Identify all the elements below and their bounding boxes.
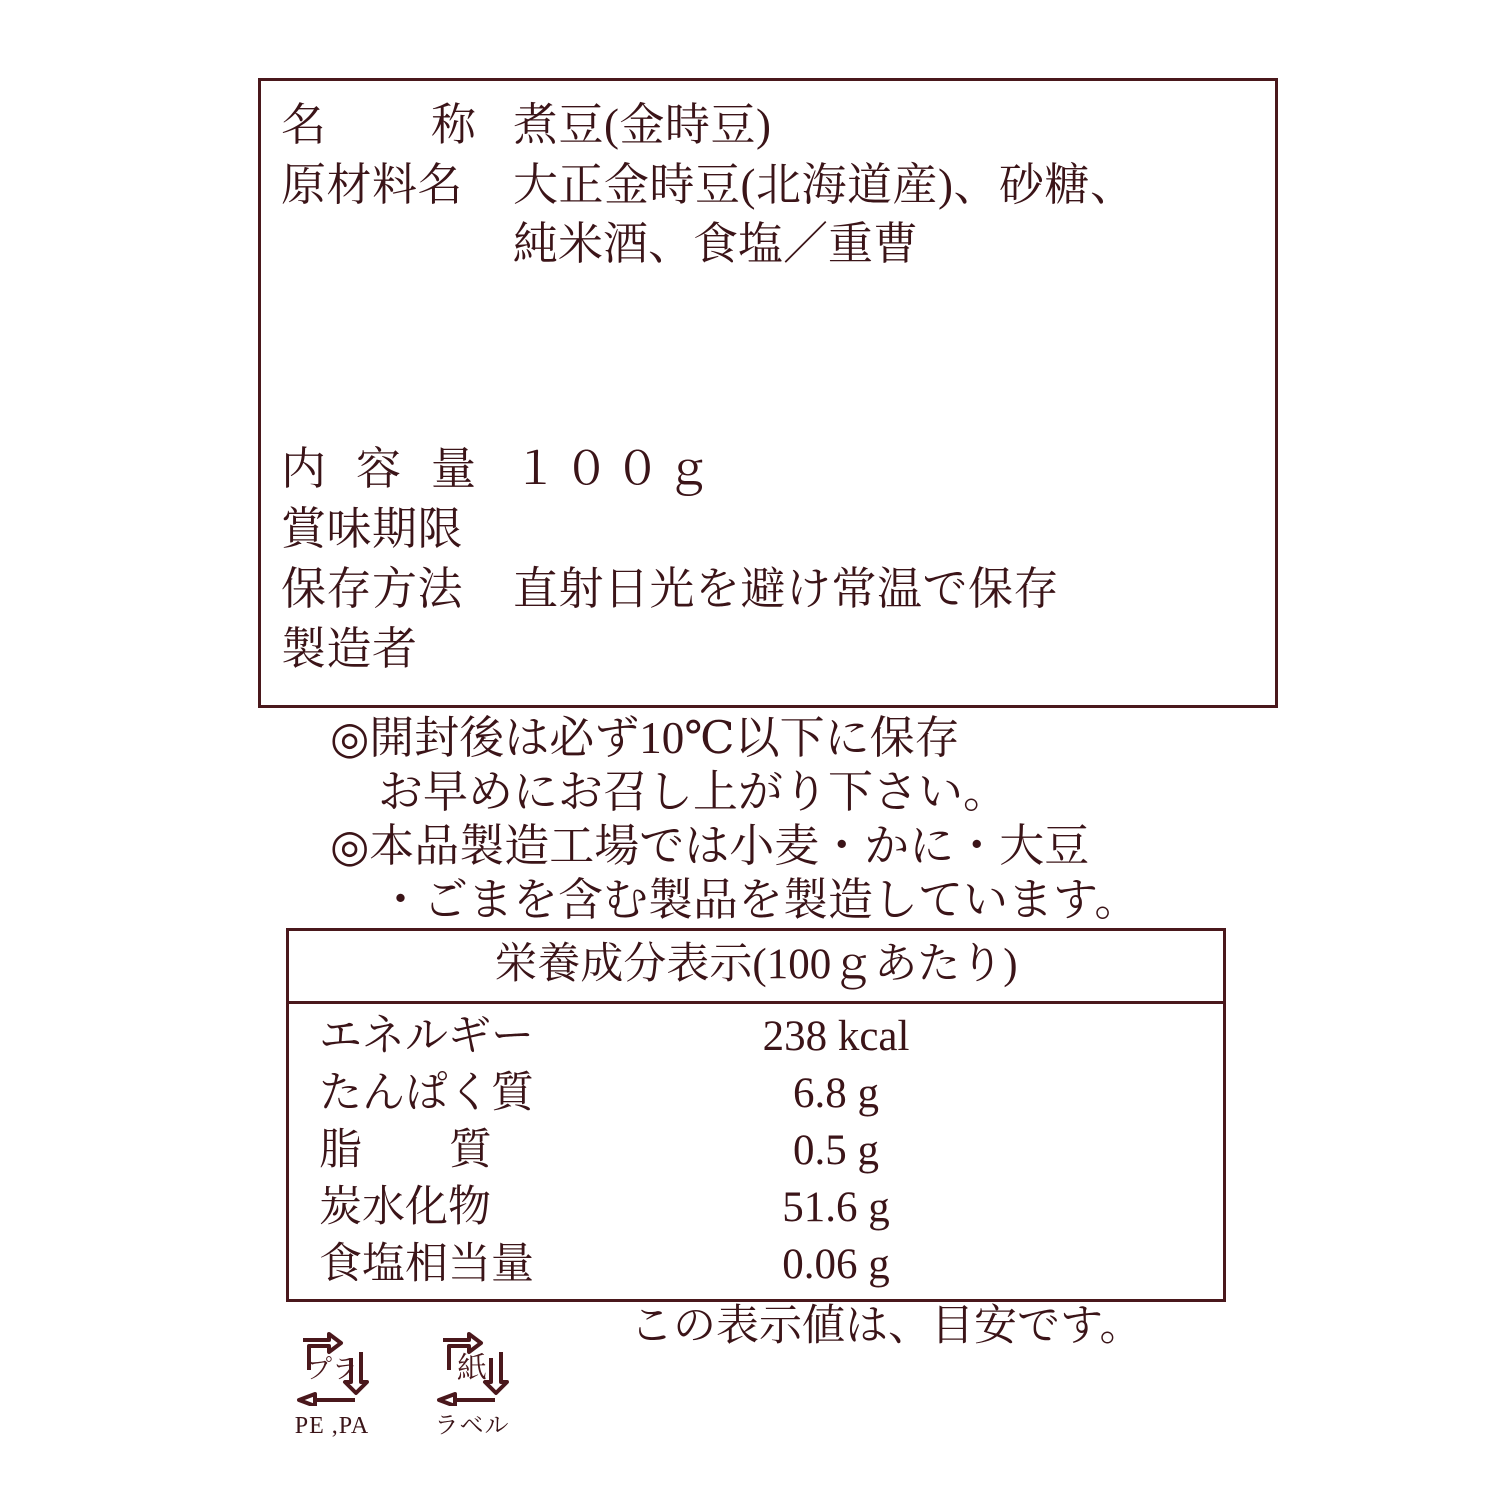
svg-text:プラ: プラ	[305, 1355, 359, 1384]
note-line-4: ・ごまを含む製品を製造しています。	[378, 875, 1140, 925]
info-spacer	[281, 273, 1265, 439]
plastic-mark-caption: PE ,PA	[294, 1413, 370, 1439]
nutrition-name-energy: エネルギー	[319, 1013, 534, 1060]
nutrition-value-protein: 6.8 g	[793, 1070, 879, 1117]
net-weight-row	[281, 439, 1265, 499]
paper-mark-caption: ラベル	[434, 1413, 510, 1439]
nutrition-name-fat: 脂 質	[319, 1127, 514, 1174]
storage-label: 保存方法	[281, 564, 464, 614]
nutrition-row-energy	[289, 1008, 1223, 1065]
ingredients-value: 大正金時豆(北海道産)、砂糖、	[513, 160, 1136, 210]
note-line-1: ◎開封後は必ず10℃以下に保存	[330, 713, 960, 763]
manufacturer-label: 製造者	[281, 624, 418, 674]
ingredients-label: 原材料名	[281, 160, 464, 210]
note-line-3: ◎本品製造工場では小麦・かに・大豆	[330, 821, 1090, 871]
nutrition-row-carbohydrate	[289, 1179, 1223, 1236]
product-info-content	[281, 95, 1265, 679]
net-weight-label: 内容量	[281, 444, 507, 494]
paper-mark	[426, 1330, 518, 1440]
svg-text:紙: 紙	[457, 1352, 487, 1385]
storage-value: 直射日光を避け常温で保存	[513, 564, 1060, 614]
ingredients-value-continued: 純米酒、食塩／重曹	[513, 219, 919, 269]
storage-row	[281, 559, 1265, 619]
note-line-2: お早めにお召し上がり下さい。	[378, 767, 1009, 817]
product-name-row	[281, 95, 1265, 155]
paper-recycle-icon	[429, 1330, 515, 1406]
nutrition-row-salt	[289, 1236, 1223, 1293]
nutrition-disclaimer: この表示値は、目安です。	[630, 1303, 1143, 1350]
nutrition-rows	[289, 1004, 1223, 1299]
manufacturer-row	[281, 619, 1265, 679]
best-before-row	[281, 499, 1265, 559]
nutrition-name-salt: 食塩相当量	[319, 1241, 534, 1288]
notes-block	[330, 712, 1450, 928]
best-before-label: 賞味期限	[281, 504, 464, 554]
nutrition-value-salt: 0.06 g	[782, 1241, 890, 1288]
product-info-box	[258, 78, 1278, 708]
nutrition-title: 栄養成分表示(100ｇあたり)	[289, 931, 1223, 1004]
product-name-value: 煮豆(金時豆)	[513, 100, 772, 150]
nutrition-table	[286, 928, 1226, 1302]
nutrition-row-protein	[289, 1065, 1223, 1122]
plastic-mark	[286, 1330, 378, 1440]
nutrition-value-carbohydrate: 51.6 g	[782, 1184, 890, 1231]
nutrition-value-fat: 0.5 g	[793, 1127, 879, 1174]
ingredients-row	[281, 155, 1265, 215]
nutrition-name-carbohydrate: 炭水化物	[319, 1184, 491, 1231]
plastic-recycle-icon	[289, 1330, 375, 1406]
nutrition-name-protein: たんぱく質	[319, 1070, 534, 1117]
nutrition-value-energy: 238 kcal	[762, 1013, 910, 1060]
nutrition-row-fat	[289, 1122, 1223, 1179]
net-weight-value: １００ｇ	[513, 444, 718, 494]
recycle-marks	[286, 1330, 518, 1440]
product-name-label: 名 称	[281, 100, 507, 150]
